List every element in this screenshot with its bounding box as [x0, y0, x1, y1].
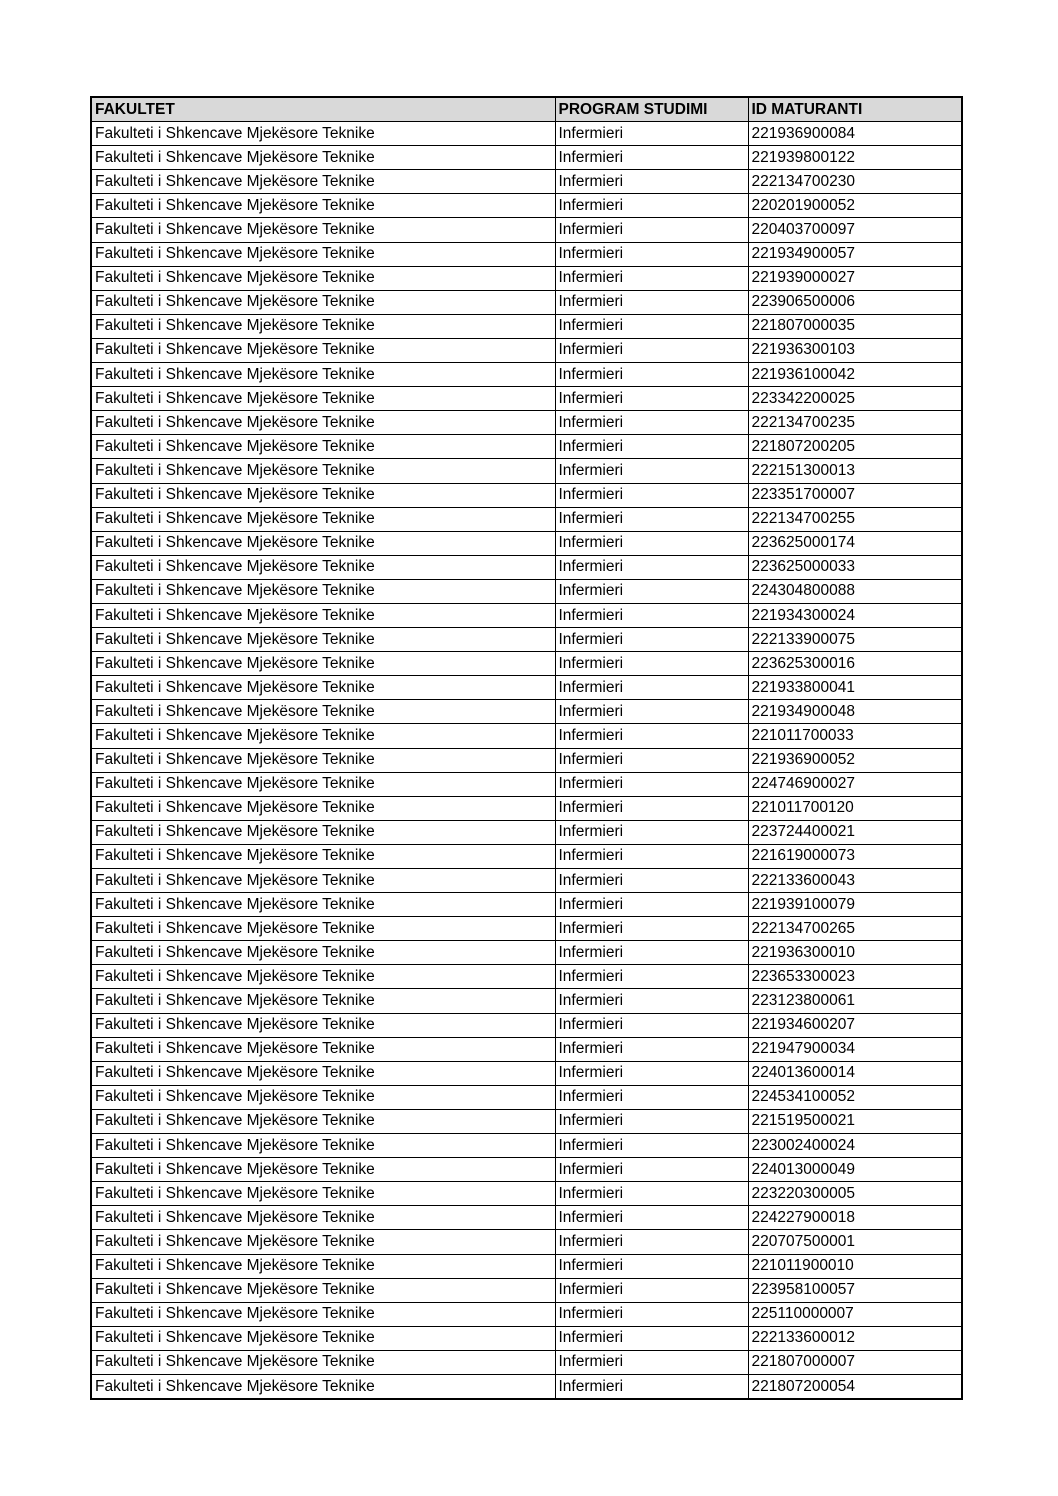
table-row	[91, 1109, 962, 1133]
cell-fakultet: Fakulteti i Shkencave Mjekësore Teknike	[91, 459, 555, 483]
cell-program-studimi: Infermieri	[555, 387, 748, 411]
table-row	[91, 676, 962, 700]
cell-program-studimi: Infermieri	[555, 1350, 748, 1374]
table-row	[91, 1254, 962, 1278]
cell-fakultet: Fakulteti i Shkencave Mjekësore Teknike	[91, 170, 555, 194]
cell-fakultet: Fakulteti i Shkencave Mjekësore Teknike	[91, 603, 555, 627]
cell-id-maturanti: 221936300103	[748, 338, 962, 362]
cell-fakultet: Fakulteti i Shkencave Mjekësore Teknike	[91, 820, 555, 844]
cell-fakultet: Fakulteti i Shkencave Mjekësore Teknike	[91, 1206, 555, 1230]
cell-id-maturanti: 221807200205	[748, 435, 962, 459]
cell-fakultet: Fakulteti i Shkencave Mjekësore Teknike	[91, 290, 555, 314]
table-row	[91, 435, 962, 459]
cell-fakultet: Fakulteti i Shkencave Mjekësore Teknike	[91, 1013, 555, 1037]
cell-fakultet: Fakulteti i Shkencave Mjekësore Teknike	[91, 676, 555, 700]
cell-id-maturanti: 221939000027	[748, 266, 962, 290]
cell-program-studimi: Infermieri	[555, 820, 748, 844]
cell-id-maturanti: 221934900057	[748, 242, 962, 266]
cell-id-maturanti: 225110000007	[748, 1302, 962, 1326]
cell-id-maturanti: 222134700235	[748, 411, 962, 435]
table-row	[91, 146, 962, 170]
cell-program-studimi: Infermieri	[555, 363, 748, 387]
cell-fakultet: Fakulteti i Shkencave Mjekësore Teknike	[91, 1134, 555, 1158]
cell-id-maturanti: 222133900075	[748, 628, 962, 652]
cell-program-studimi: Infermieri	[555, 483, 748, 507]
cell-fakultet: Fakulteti i Shkencave Mjekësore Teknike	[91, 772, 555, 796]
cell-fakultet: Fakulteti i Shkencave Mjekësore Teknike	[91, 796, 555, 820]
table-row	[91, 772, 962, 796]
cell-program-studimi: Infermieri	[555, 1206, 748, 1230]
header-program-studimi: PROGRAM STUDIMI	[555, 97, 748, 122]
cell-fakultet: Fakulteti i Shkencave Mjekësore Teknike	[91, 242, 555, 266]
cell-program-studimi: Infermieri	[555, 411, 748, 435]
cell-fakultet: Fakulteti i Shkencave Mjekësore Teknike	[91, 387, 555, 411]
cell-fakultet: Fakulteti i Shkencave Mjekësore Teknike	[91, 1158, 555, 1182]
header-fakultet: FAKULTET	[91, 97, 555, 122]
table-row	[91, 700, 962, 724]
cell-program-studimi: Infermieri	[555, 122, 748, 146]
cell-id-maturanti: 223724400021	[748, 820, 962, 844]
cell-program-studimi: Infermieri	[555, 146, 748, 170]
cell-id-maturanti: 221936900052	[748, 748, 962, 772]
cell-program-studimi: Infermieri	[555, 965, 748, 989]
cell-id-maturanti: 221619000073	[748, 844, 962, 868]
cell-id-maturanti: 221939100079	[748, 893, 962, 917]
cell-id-maturanti: 221934600207	[748, 1013, 962, 1037]
table-row	[91, 989, 962, 1013]
cell-id-maturanti: 221011700033	[748, 724, 962, 748]
table-row	[91, 1182, 962, 1206]
table-row	[91, 1350, 962, 1374]
cell-id-maturanti: 221807000035	[748, 314, 962, 338]
cell-program-studimi: Infermieri	[555, 1037, 748, 1061]
cell-id-maturanti: 223958100057	[748, 1278, 962, 1302]
cell-fakultet: Fakulteti i Shkencave Mjekësore Teknike	[91, 941, 555, 965]
cell-fakultet: Fakulteti i Shkencave Mjekësore Teknike	[91, 652, 555, 676]
table-row	[91, 1085, 962, 1109]
cell-id-maturanti: 222151300013	[748, 459, 962, 483]
cell-program-studimi: Infermieri	[555, 579, 748, 603]
cell-fakultet: Fakulteti i Shkencave Mjekësore Teknike	[91, 555, 555, 579]
table-row	[91, 1374, 962, 1399]
cell-program-studimi: Infermieri	[555, 1013, 748, 1037]
cell-program-studimi: Infermieri	[555, 1302, 748, 1326]
cell-id-maturanti: 224013000049	[748, 1158, 962, 1182]
cell-fakultet: Fakulteti i Shkencave Mjekësore Teknike	[91, 917, 555, 941]
table-body	[91, 122, 962, 1399]
cell-id-maturanti: 223625000033	[748, 555, 962, 579]
cell-program-studimi: Infermieri	[555, 676, 748, 700]
table-row	[91, 122, 962, 146]
table-row	[91, 531, 962, 555]
cell-fakultet: Fakulteti i Shkencave Mjekësore Teknike	[91, 579, 555, 603]
table-row	[91, 1326, 962, 1350]
cell-id-maturanti: 223342200025	[748, 387, 962, 411]
cell-fakultet: Fakulteti i Shkencave Mjekësore Teknike	[91, 1326, 555, 1350]
cell-id-maturanti: 222134700230	[748, 170, 962, 194]
cell-program-studimi: Infermieri	[555, 290, 748, 314]
table-row	[91, 338, 962, 362]
cell-program-studimi: Infermieri	[555, 242, 748, 266]
cell-program-studimi: Infermieri	[555, 989, 748, 1013]
table-row	[91, 242, 962, 266]
cell-program-studimi: Infermieri	[555, 1085, 748, 1109]
table-row	[91, 869, 962, 893]
cell-id-maturanti: 221947900034	[748, 1037, 962, 1061]
cell-program-studimi: Infermieri	[555, 1278, 748, 1302]
cell-id-maturanti: 223123800061	[748, 989, 962, 1013]
cell-program-studimi: Infermieri	[555, 1182, 748, 1206]
cell-program-studimi: Infermieri	[555, 1061, 748, 1085]
cell-program-studimi: Infermieri	[555, 1109, 748, 1133]
table-row	[91, 1134, 962, 1158]
cell-fakultet: Fakulteti i Shkencave Mjekësore Teknike	[91, 507, 555, 531]
cell-id-maturanti: 224227900018	[748, 1206, 962, 1230]
table-row	[91, 652, 962, 676]
cell-program-studimi: Infermieri	[555, 796, 748, 820]
table-row	[91, 1013, 962, 1037]
header-row	[91, 97, 962, 122]
cell-fakultet: Fakulteti i Shkencave Mjekësore Teknike	[91, 1061, 555, 1085]
table-row	[91, 628, 962, 652]
cell-fakultet: Fakulteti i Shkencave Mjekësore Teknike	[91, 338, 555, 362]
table-row	[91, 459, 962, 483]
table-row	[91, 170, 962, 194]
cell-id-maturanti: 221936300010	[748, 941, 962, 965]
cell-program-studimi: Infermieri	[555, 772, 748, 796]
cell-fakultet: Fakulteti i Shkencave Mjekësore Teknike	[91, 1350, 555, 1374]
cell-program-studimi: Infermieri	[555, 652, 748, 676]
cell-program-studimi: Infermieri	[555, 1158, 748, 1182]
cell-program-studimi: Infermieri	[555, 628, 748, 652]
table-row	[91, 893, 962, 917]
cell-program-studimi: Infermieri	[555, 531, 748, 555]
cell-id-maturanti: 220707500001	[748, 1230, 962, 1254]
cell-id-maturanti: 224746900027	[748, 772, 962, 796]
table-row	[91, 724, 962, 748]
table-row	[91, 507, 962, 531]
cell-id-maturanti: 223220300005	[748, 1182, 962, 1206]
cell-id-maturanti: 221011700120	[748, 796, 962, 820]
cell-id-maturanti: 222133600012	[748, 1326, 962, 1350]
cell-id-maturanti: 221933800041	[748, 676, 962, 700]
cell-id-maturanti: 222134700255	[748, 507, 962, 531]
cell-fakultet: Fakulteti i Shkencave Mjekësore Teknike	[91, 435, 555, 459]
cell-fakultet: Fakulteti i Shkencave Mjekësore Teknike	[91, 1109, 555, 1133]
cell-id-maturanti: 223625300016	[748, 652, 962, 676]
cell-id-maturanti: 221519500021	[748, 1109, 962, 1133]
table-row	[91, 1302, 962, 1326]
results-table	[90, 96, 963, 1400]
cell-program-studimi: Infermieri	[555, 893, 748, 917]
cell-program-studimi: Infermieri	[555, 917, 748, 941]
cell-program-studimi: Infermieri	[555, 338, 748, 362]
cell-fakultet: Fakulteti i Shkencave Mjekësore Teknike	[91, 266, 555, 290]
cell-program-studimi: Infermieri	[555, 555, 748, 579]
header-id-maturanti: ID MATURANTI	[748, 97, 962, 122]
cell-id-maturanti: 223653300023	[748, 965, 962, 989]
cell-program-studimi: Infermieri	[555, 603, 748, 627]
table-row	[91, 363, 962, 387]
cell-fakultet: Fakulteti i Shkencave Mjekësore Teknike	[91, 1278, 555, 1302]
cell-fakultet: Fakulteti i Shkencave Mjekësore Teknike	[91, 218, 555, 242]
table-row	[91, 579, 962, 603]
table-row	[91, 1158, 962, 1182]
table-row	[91, 290, 962, 314]
cell-id-maturanti: 221934300024	[748, 603, 962, 627]
cell-id-maturanti: 222133600043	[748, 869, 962, 893]
cell-fakultet: Fakulteti i Shkencave Mjekësore Teknike	[91, 146, 555, 170]
table-row	[91, 314, 962, 338]
cell-id-maturanti: 221807000007	[748, 1350, 962, 1374]
cell-fakultet: Fakulteti i Shkencave Mjekësore Teknike	[91, 844, 555, 868]
table-row	[91, 194, 962, 218]
cell-id-maturanti: 224534100052	[748, 1085, 962, 1109]
table-row	[91, 796, 962, 820]
cell-id-maturanti: 224013600014	[748, 1061, 962, 1085]
cell-program-studimi: Infermieri	[555, 700, 748, 724]
cell-program-studimi: Infermieri	[555, 170, 748, 194]
cell-id-maturanti: 221011900010	[748, 1254, 962, 1278]
table-row	[91, 555, 962, 579]
table-row	[91, 1037, 962, 1061]
cell-program-studimi: Infermieri	[555, 724, 748, 748]
cell-id-maturanti: 223002400024	[748, 1134, 962, 1158]
cell-id-maturanti: 221936100042	[748, 363, 962, 387]
cell-fakultet: Fakulteti i Shkencave Mjekësore Teknike	[91, 1254, 555, 1278]
table-row	[91, 748, 962, 772]
table-row	[91, 820, 962, 844]
table-row	[91, 266, 962, 290]
cell-fakultet: Fakulteti i Shkencave Mjekësore Teknike	[91, 411, 555, 435]
cell-program-studimi: Infermieri	[555, 1230, 748, 1254]
table-row	[91, 387, 962, 411]
cell-program-studimi: Infermieri	[555, 218, 748, 242]
cell-fakultet: Fakulteti i Shkencave Mjekësore Teknike	[91, 700, 555, 724]
cell-fakultet: Fakulteti i Shkencave Mjekësore Teknike	[91, 748, 555, 772]
cell-id-maturanti: 222134700265	[748, 917, 962, 941]
cell-fakultet: Fakulteti i Shkencave Mjekësore Teknike	[91, 1037, 555, 1061]
cell-fakultet: Fakulteti i Shkencave Mjekësore Teknike	[91, 1085, 555, 1109]
cell-program-studimi: Infermieri	[555, 194, 748, 218]
cell-id-maturanti: 223906500006	[748, 290, 962, 314]
cell-id-maturanti: 220201900052	[748, 194, 962, 218]
cell-id-maturanti: 223351700007	[748, 483, 962, 507]
table-row	[91, 411, 962, 435]
table-row	[91, 1278, 962, 1302]
cell-fakultet: Fakulteti i Shkencave Mjekësore Teknike	[91, 531, 555, 555]
table-row	[91, 603, 962, 627]
cell-fakultet: Fakulteti i Shkencave Mjekësore Teknike	[91, 1374, 555, 1399]
cell-fakultet: Fakulteti i Shkencave Mjekësore Teknike	[91, 122, 555, 146]
table-row	[91, 1230, 962, 1254]
cell-id-maturanti: 223625000174	[748, 531, 962, 555]
cell-id-maturanti: 221934900048	[748, 700, 962, 724]
cell-program-studimi: Infermieri	[555, 748, 748, 772]
cell-fakultet: Fakulteti i Shkencave Mjekësore Teknike	[91, 989, 555, 1013]
cell-program-studimi: Infermieri	[555, 1374, 748, 1399]
table-row	[91, 917, 962, 941]
cell-fakultet: Fakulteti i Shkencave Mjekësore Teknike	[91, 1182, 555, 1206]
cell-fakultet: Fakulteti i Shkencave Mjekësore Teknike	[91, 1302, 555, 1326]
table-row	[91, 1206, 962, 1230]
cell-fakultet: Fakulteti i Shkencave Mjekësore Teknike	[91, 869, 555, 893]
cell-fakultet: Fakulteti i Shkencave Mjekësore Teknike	[91, 724, 555, 748]
cell-id-maturanti: 220403700097	[748, 218, 962, 242]
cell-program-studimi: Infermieri	[555, 459, 748, 483]
cell-program-studimi: Infermieri	[555, 266, 748, 290]
cell-fakultet: Fakulteti i Shkencave Mjekësore Teknike	[91, 1230, 555, 1254]
cell-fakultet: Fakulteti i Shkencave Mjekësore Teknike	[91, 965, 555, 989]
cell-id-maturanti: 224304800088	[748, 579, 962, 603]
cell-fakultet: Fakulteti i Shkencave Mjekësore Teknike	[91, 483, 555, 507]
table-row	[91, 218, 962, 242]
cell-program-studimi: Infermieri	[555, 507, 748, 531]
cell-id-maturanti: 221939800122	[748, 146, 962, 170]
cell-fakultet: Fakulteti i Shkencave Mjekësore Teknike	[91, 628, 555, 652]
cell-program-studimi: Infermieri	[555, 869, 748, 893]
cell-fakultet: Fakulteti i Shkencave Mjekësore Teknike	[91, 893, 555, 917]
cell-program-studimi: Infermieri	[555, 1326, 748, 1350]
table-row	[91, 844, 962, 868]
table-row	[91, 965, 962, 989]
cell-fakultet: Fakulteti i Shkencave Mjekësore Teknike	[91, 194, 555, 218]
cell-fakultet: Fakulteti i Shkencave Mjekësore Teknike	[91, 314, 555, 338]
cell-program-studimi: Infermieri	[555, 435, 748, 459]
table-header	[91, 97, 962, 122]
cell-fakultet: Fakulteti i Shkencave Mjekësore Teknike	[91, 363, 555, 387]
cell-program-studimi: Infermieri	[555, 314, 748, 338]
cell-program-studimi: Infermieri	[555, 1134, 748, 1158]
cell-id-maturanti: 221807200054	[748, 1374, 962, 1399]
table-row	[91, 1061, 962, 1085]
cell-program-studimi: Infermieri	[555, 1254, 748, 1278]
table-row	[91, 941, 962, 965]
cell-program-studimi: Infermieri	[555, 941, 748, 965]
table-row	[91, 483, 962, 507]
cell-id-maturanti: 221936900084	[748, 122, 962, 146]
cell-program-studimi: Infermieri	[555, 844, 748, 868]
